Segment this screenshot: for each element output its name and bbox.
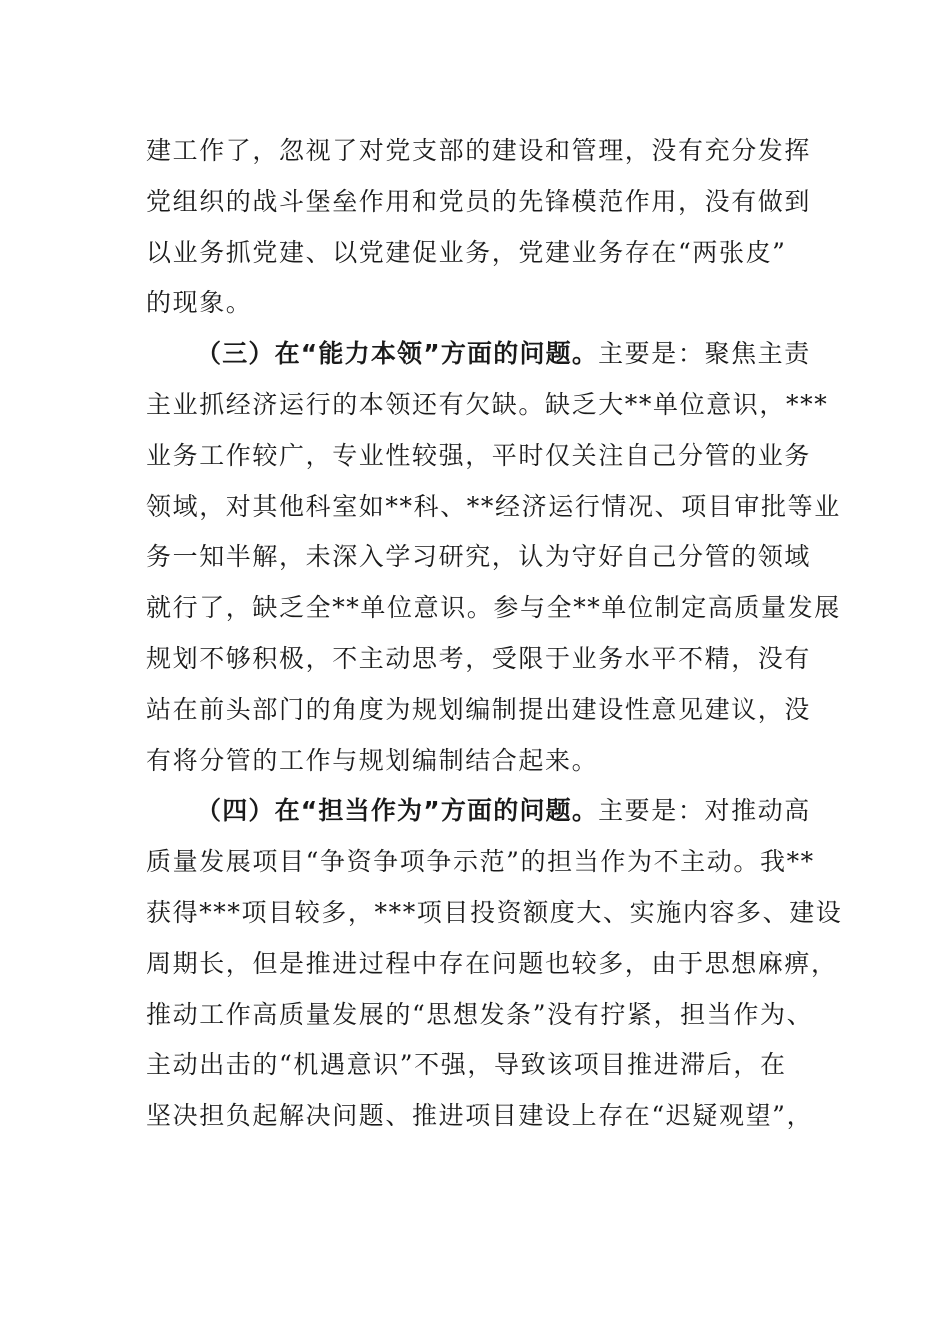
text-line: 坚决担负起解决问题、推进项目建设上存在“迟疑观望”， <box>146 1101 814 1131</box>
text-line: 党组织的战斗堡垒作用和党员的先锋模范作用，没有做到 <box>146 186 812 216</box>
text-line: 建工作了，忽视了对党支部的建设和管理，没有充分发挥 <box>146 136 812 165</box>
text-line: 业务工作较广，专业性较强，平时仅关注自己分管的业务 <box>146 440 812 470</box>
text-line: 获得***项目较多，***项目投资额度大、实施内容多、建设 <box>146 897 843 927</box>
text-line: 主动出击的“机遇意识”不强，导致该项目推进滞后，在 <box>146 1050 787 1080</box>
paragraph-responsibility <box>146 786 843 1142</box>
document-body <box>146 126 843 1142</box>
text-line <box>146 786 811 837</box>
text-line: 周期长，但是推进过程中存在问题也较多，由于思想麻痹， <box>146 948 838 978</box>
text-line: 的现象。 <box>146 288 253 318</box>
text-line: 规划不够积极，不主动思考，受限于业务水平不精，没有 <box>146 643 812 673</box>
text-line: 主业抓经济运行的本领还有欠缺。缺乏大**单位意识，*** <box>146 389 829 419</box>
text-line: 就行了，缺乏全**单位意识。参与全**单位制定高质量发展 <box>146 593 841 623</box>
text-line: 有将分管的工作与规划编制结合起来。 <box>146 745 599 775</box>
text-line: 站在前头部门的角度为规划编制提出建设性意见建议，没 <box>146 694 812 724</box>
heading-rest: 主要是：对推动高 <box>598 796 811 826</box>
text-line: 质量发展项目“争资争项争示范”的担当作为不主动。我** <box>146 847 815 877</box>
text-line: 务一知半解，未深入学习研究，认为守好自己分管的领域 <box>146 542 812 572</box>
text-line: 领域，对其他科室如**科、**经济运行情况、项目审批等业 <box>146 491 841 521</box>
text-line <box>146 329 811 380</box>
section-heading-responsibility: （四）在“担当作为”方面的问题。 <box>196 796 599 826</box>
text-line: 以业务抓党建、以党建促业务，党建业务存在“两张皮” <box>146 237 787 267</box>
section-heading-ability: （三）在“能力本领”方面的问题。 <box>196 339 599 369</box>
paragraph-continuation <box>146 126 812 329</box>
paragraph-ability <box>146 329 841 786</box>
heading-rest: 主要是：聚焦主责 <box>598 339 811 369</box>
text-line: 推动工作高质量发展的“思想发条”没有拧紧，担当作为、 <box>146 999 814 1029</box>
